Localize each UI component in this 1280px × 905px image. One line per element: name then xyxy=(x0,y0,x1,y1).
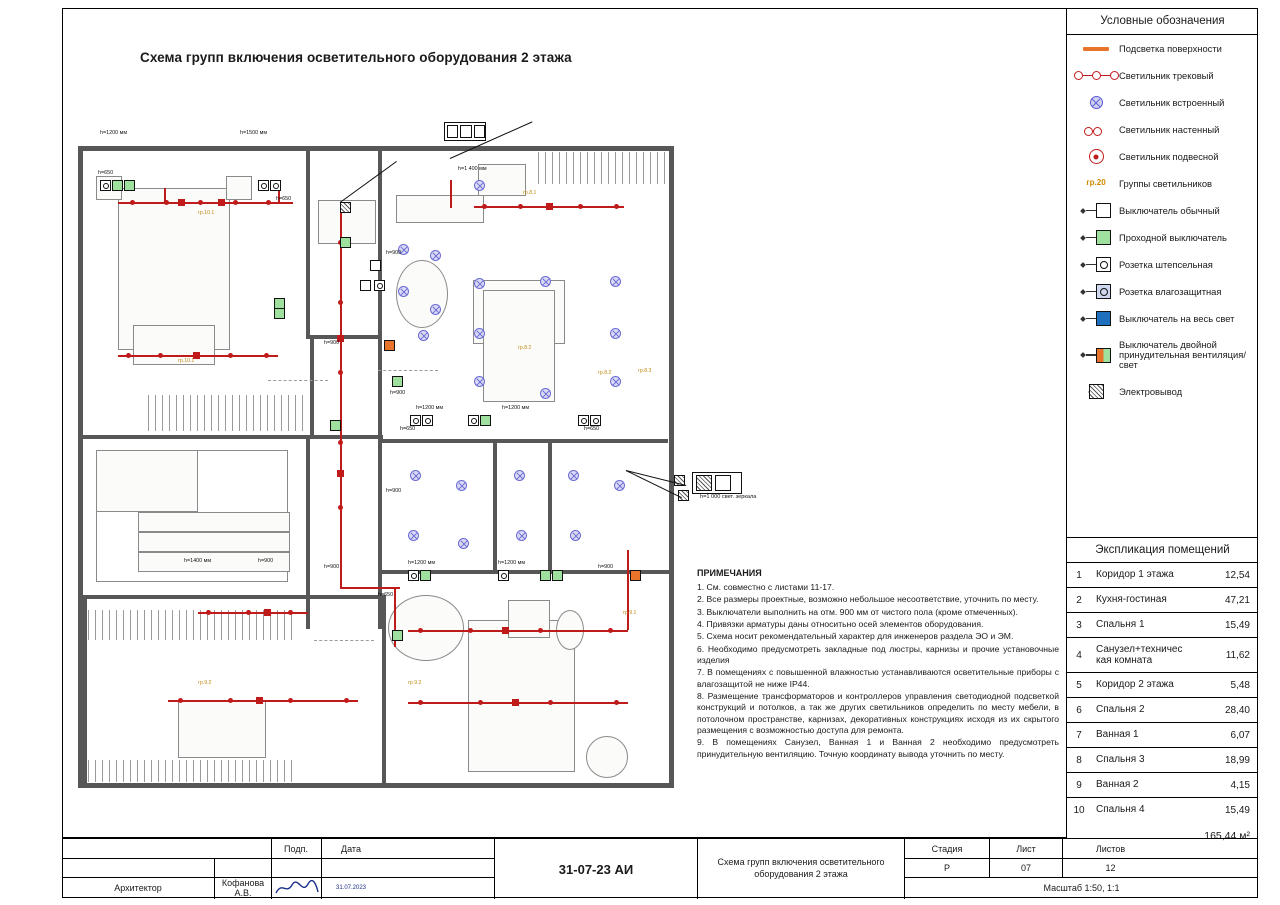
wall-interior-5 xyxy=(310,339,314,439)
circuit-drop xyxy=(450,180,452,208)
dim-text: h=650 xyxy=(584,426,600,432)
table-row xyxy=(1067,673,1258,698)
switch-passthrough xyxy=(340,237,351,248)
tb-list-value: 07 xyxy=(1020,862,1031,873)
wall-interior-2 xyxy=(310,335,382,339)
tb-architect-name: Кофанова А.В. xyxy=(221,878,265,898)
row-number: 3 xyxy=(1076,619,1082,631)
row-number: 10 xyxy=(1073,804,1085,816)
table-row xyxy=(1067,638,1258,673)
switch-all-light-icon xyxy=(1073,311,1119,326)
dim-text: h=900 xyxy=(386,250,402,256)
recessed-light xyxy=(456,480,467,491)
socket xyxy=(258,180,269,191)
track-light xyxy=(468,628,473,633)
switch-passthrough-icon xyxy=(1073,230,1119,245)
table-row xyxy=(1067,588,1258,613)
note-item: 8. Размещение трансформаторов и контроллеров управления светодиодной подсветкой конструкций и потолков, а так же других светильников определить по месту мебели, в потолочном пространстве, карнизах, декоративных конструкциях исходя из их скрытого размещения с возможностью доступа для ремонта. xyxy=(697,690,1059,735)
wall-interior-12 xyxy=(548,443,552,573)
switch-plain xyxy=(370,260,381,271)
note-item: 2. Все размеры проектные, возможно небольшое несоответствие, уточнить по месту. xyxy=(697,594,1039,605)
switch-passthrough xyxy=(392,376,403,387)
tb-sheet-title: Схема групп включения осветительного оборудования 2 этажа xyxy=(717,857,885,879)
switch-passthrough xyxy=(480,415,491,426)
track-light xyxy=(614,700,619,705)
row-name: Ванная 1 xyxy=(1096,729,1139,741)
recessed-light xyxy=(568,470,579,481)
table-row xyxy=(1067,613,1258,638)
row-number: 1 xyxy=(1076,569,1082,581)
legend-item-recessed-light: Светильник встроенный xyxy=(1067,89,1258,116)
row-name: Спальня 4 xyxy=(1096,804,1145,816)
stairs-flight-1 xyxy=(96,450,198,512)
track-light xyxy=(418,628,423,633)
circuit-drop xyxy=(627,550,629,630)
recessed-light xyxy=(430,250,441,261)
nightstand xyxy=(226,176,252,200)
bathtub xyxy=(388,595,464,661)
table-row xyxy=(1067,773,1258,798)
legend-item-track-light: Светильник трековый xyxy=(1067,62,1258,89)
riser-node xyxy=(338,370,343,375)
switch-passthrough xyxy=(124,180,135,191)
track-light xyxy=(288,610,293,615)
switch-plain-icon xyxy=(1073,203,1119,218)
track-fixture xyxy=(256,697,263,704)
floor-plan xyxy=(78,130,688,788)
switch-plain xyxy=(360,280,371,291)
track-light xyxy=(518,204,523,209)
note-item: 9. В помещениях Санузел, Ванная 1 и Ванная 2 необходимо предусмотреть принудительную вентиляцию. Точную координату вывода уточнить по месту. xyxy=(697,737,1059,759)
wall-interior-7 xyxy=(83,595,309,599)
tb-scale: Масштаб 1:50, 1:1 xyxy=(1043,883,1120,893)
switch-passthrough xyxy=(540,570,551,581)
socket xyxy=(422,415,433,426)
row-number: 2 xyxy=(1076,594,1082,606)
dim-text: h=650 xyxy=(378,592,394,598)
track-light xyxy=(482,204,487,209)
group-label: гр.8.2 xyxy=(518,345,532,351)
hatch-area-2 xyxy=(538,152,668,184)
dim-text: h=1200 мм xyxy=(416,405,444,411)
recessed-light xyxy=(474,278,485,289)
wall-interior-3 xyxy=(378,151,382,337)
row-name: Коридор 2 этажа xyxy=(1096,679,1174,691)
wall-interior-11 xyxy=(493,443,497,573)
door-swing xyxy=(268,380,328,381)
track-fixture xyxy=(264,609,271,616)
table-row xyxy=(1067,748,1258,773)
dim-text: h=650 xyxy=(98,170,114,176)
row-area: 12,54 xyxy=(1224,569,1250,581)
row-name: Ванная 2 xyxy=(1096,779,1139,791)
leader-line xyxy=(340,161,397,203)
legend-title: Условные обозначения xyxy=(1067,8,1258,35)
socket xyxy=(578,415,589,426)
table-row xyxy=(1067,698,1258,723)
track-light xyxy=(158,353,163,358)
recessed-light xyxy=(474,180,485,191)
legend-item-light-groups: гр.20 Группы светильников xyxy=(1067,170,1258,197)
switch-passthrough xyxy=(330,420,341,431)
total-area: 165,44 м² xyxy=(1204,830,1250,842)
wall-interior-8 xyxy=(306,439,310,629)
hatch-area-4 xyxy=(88,760,298,782)
row-name: Спальня 2 xyxy=(1096,704,1145,716)
socket-icon xyxy=(1073,257,1119,272)
tb-lists-value: 12 xyxy=(1105,862,1116,873)
shower xyxy=(508,600,550,638)
table xyxy=(178,700,266,758)
pendant-light-icon xyxy=(1073,149,1119,164)
note-item: 4. Привязки арматуры даны относитьно осей элементов оборудования. xyxy=(697,618,984,629)
circuit-line xyxy=(340,587,400,589)
group-label: гр.9.1 xyxy=(623,610,637,616)
track-fixture xyxy=(502,627,509,634)
table-row xyxy=(1067,798,1258,822)
page-title: Схема групп включения осветительного оборудования 2 этажа xyxy=(140,50,572,65)
track-light xyxy=(206,610,211,615)
group-label: гр.8.1 xyxy=(523,190,537,196)
track-light xyxy=(538,628,543,633)
row-area: 18,99 xyxy=(1224,754,1250,766)
stairs-step xyxy=(138,512,290,532)
track-light-icon xyxy=(1073,71,1119,80)
wall-light-icon xyxy=(1073,124,1119,136)
row-area: 47,21 xyxy=(1224,594,1250,606)
recessed-light xyxy=(410,470,421,481)
dim-text: h=1200 мм xyxy=(498,560,526,566)
tb-stage-label: Стадия xyxy=(931,843,963,854)
dim-text: h=900 xyxy=(258,558,274,564)
note-item: 1. См. совместно с листами 11-17. xyxy=(697,581,835,592)
group-label: гр.8.3 xyxy=(638,368,652,374)
switch-passthrough xyxy=(392,630,403,641)
socket xyxy=(410,415,421,426)
stairs-step xyxy=(138,532,290,552)
row-name: Спальня 3 xyxy=(1096,754,1145,766)
dim-text: h=900 xyxy=(598,564,614,570)
track-light xyxy=(198,200,203,205)
circuit-line xyxy=(168,700,358,702)
tb-architect-label: Архитектор xyxy=(114,883,162,893)
group-label: гр.9.2 xyxy=(198,680,212,686)
group-label-icon: гр.20 xyxy=(1086,178,1106,188)
dim-text: h=900 xyxy=(324,564,340,570)
recessed-light xyxy=(516,530,527,541)
switch-double-vent xyxy=(630,570,641,581)
wall-interior-16 xyxy=(306,595,384,599)
recessed-light xyxy=(514,470,525,481)
legend-item-pendant-light: Светильник подвесной xyxy=(1067,143,1258,170)
legend-item-wall-light: Светильник настенный xyxy=(1067,116,1258,143)
armchair xyxy=(586,736,628,778)
row-area: 4,15 xyxy=(1230,779,1250,791)
group-label: гр.9.2 xyxy=(408,680,422,686)
riser-node xyxy=(338,440,343,445)
dim-text: h=650 xyxy=(276,196,292,202)
track-light xyxy=(478,700,483,705)
recessed-light xyxy=(610,276,621,287)
notes-title: ПРИМЕЧАНИЯ xyxy=(697,568,762,578)
riser-node xyxy=(338,505,343,510)
dim-text: h=650 xyxy=(400,426,416,432)
table-row xyxy=(1067,723,1258,748)
row-number: 6 xyxy=(1076,704,1082,716)
row-number: 9 xyxy=(1076,779,1082,791)
recessed-light xyxy=(418,330,429,341)
track-light xyxy=(126,353,131,358)
socket xyxy=(468,415,479,426)
dim-text: h=900 xyxy=(386,488,402,494)
riser-node xyxy=(338,300,343,305)
legend-panel xyxy=(1067,8,1258,538)
dim-text: h=1200 мм xyxy=(408,560,436,566)
row-area: 11,62 xyxy=(1225,649,1250,661)
track-light xyxy=(418,700,423,705)
electric-outlet xyxy=(340,202,351,213)
switch-passthrough xyxy=(552,570,563,581)
group-label: гр.8.2 xyxy=(598,370,612,376)
bed-1-foot xyxy=(133,325,215,365)
track-fixture xyxy=(546,203,553,210)
socket xyxy=(498,570,509,581)
tb-podp-header: Подп. xyxy=(284,843,308,854)
socket-waterproof-icon xyxy=(1073,284,1119,299)
recessed-light xyxy=(474,376,485,387)
track-light xyxy=(228,353,233,358)
row-area: 15,49 xyxy=(1224,804,1250,816)
track-light xyxy=(228,698,233,703)
track-light xyxy=(164,200,169,205)
socket xyxy=(408,570,419,581)
wall-exterior-right xyxy=(669,146,674,788)
switch-passthrough xyxy=(420,570,431,581)
track-light xyxy=(264,353,269,358)
legend-item-switch-plain: Выключатель обычный xyxy=(1067,197,1258,224)
wall-interior-10 xyxy=(378,439,668,443)
row-number: 5 xyxy=(1076,679,1082,691)
riser-fixture xyxy=(337,470,344,477)
tb-list-label: Лист xyxy=(1016,843,1036,854)
track-light xyxy=(288,698,293,703)
legend-item-switch-all-light: Выключатель на весь свет xyxy=(1067,305,1258,332)
track-light xyxy=(246,610,251,615)
row-name: Кухня-гостиная xyxy=(1096,594,1167,606)
signature xyxy=(274,879,320,897)
tb-stage-value: Р xyxy=(943,862,950,873)
door-swing xyxy=(378,370,438,371)
track-light xyxy=(233,200,238,205)
track-light xyxy=(178,698,183,703)
socket xyxy=(374,280,385,291)
track-light xyxy=(344,698,349,703)
circuit-line xyxy=(408,630,628,632)
wall-exterior-bottom xyxy=(78,783,674,788)
recessed-light xyxy=(540,276,551,287)
recessed-light xyxy=(408,530,419,541)
socket xyxy=(270,180,281,191)
callout-box-electric-outlet xyxy=(692,472,742,494)
tb-project-code: 31-07-23 АИ xyxy=(558,861,634,877)
switch-passthrough xyxy=(112,180,123,191)
table-row xyxy=(1067,563,1258,588)
callout-text: h=1 000 свет. зеркала xyxy=(700,494,757,500)
row-number: 8 xyxy=(1076,754,1082,766)
row-area: 5,48 xyxy=(1230,679,1250,691)
track-light xyxy=(266,200,271,205)
switch-passthrough xyxy=(274,308,285,319)
dim-text: h=900 xyxy=(390,390,406,396)
note-item: 7. В помещениях с повышенной влажностью устанавливаются осветительные приборы с влагозащитой не ниже IP44. xyxy=(697,667,1059,689)
recessed-light xyxy=(398,286,409,297)
socket xyxy=(100,180,111,191)
legend-item-switch-passthrough: Проходной выключатель xyxy=(1067,224,1258,251)
row-area: 15,49 xyxy=(1224,619,1250,631)
circuit-riser xyxy=(340,202,342,587)
vanity xyxy=(396,195,484,223)
note-item: 3. Выключатели выполнить на отм. 900 мм от чистого пола (кроме отмеченных). xyxy=(697,606,1018,617)
switch-double-vent xyxy=(384,340,395,351)
recessed-light xyxy=(570,530,581,541)
socket xyxy=(590,415,601,426)
dim-text: h=1400 мм xyxy=(184,558,212,564)
dim-text: h=900 xyxy=(324,340,340,346)
group-label: гр.10.1 xyxy=(198,210,215,216)
door-swing xyxy=(314,640,374,641)
recessed-light xyxy=(610,328,621,339)
row-area: 6,07 xyxy=(1230,729,1250,741)
switch-double-vent-icon xyxy=(1073,348,1119,363)
track-light xyxy=(130,200,135,205)
wall-interior-4 xyxy=(378,335,382,440)
track-light xyxy=(548,700,553,705)
row-name: Спальня 1 xyxy=(1096,619,1145,631)
row-name: Санузел+техничес кая комната xyxy=(1096,643,1183,666)
track-fixture xyxy=(218,199,225,206)
note-item: 6. Необходимо предусмотреть закладные под люстры, карнизы и прочие установочные изделия xyxy=(697,643,1059,665)
tb-data-header: Дата xyxy=(341,843,361,854)
recessed-light xyxy=(430,304,441,315)
track-light xyxy=(608,628,613,633)
room-schedule xyxy=(1067,538,1258,850)
recessed-light-icon xyxy=(1073,96,1119,109)
row-area: 28,40 xyxy=(1224,704,1250,716)
tb-lists-label: Листов xyxy=(1095,843,1126,854)
title-block xyxy=(62,838,1258,898)
row-number: 7 xyxy=(1076,729,1082,741)
row-number: 4 xyxy=(1076,649,1082,661)
legend-item-socket: Розетка штепсельная xyxy=(1067,251,1258,278)
room-schedule-title: Экспликация помещений xyxy=(1067,538,1258,563)
track-light xyxy=(578,204,583,209)
recessed-light xyxy=(614,480,625,491)
track-fixture xyxy=(512,699,519,706)
tb-rule xyxy=(62,858,494,859)
legend-item-electric-outlet: Электровывод xyxy=(1067,378,1258,405)
wall-exterior-top xyxy=(78,146,674,151)
dim-text: h=1200 мм xyxy=(502,405,530,411)
hatch-area-1 xyxy=(148,395,308,431)
note-item: 5. Схема носит рекомендательный характер для инженеров раздела ЭО и ЭМ. xyxy=(697,631,1014,642)
wall-interior-1 xyxy=(306,151,310,339)
wall-interior-14 xyxy=(382,595,386,783)
row-name: Коридор 1 этажа xyxy=(1096,569,1174,581)
track-fixture xyxy=(178,199,185,206)
legend-item-switch-double-vent: Выключатель двойной принудительная вентиляция/ свет xyxy=(1067,332,1258,378)
tb-architect-date: 31.07.2023 xyxy=(335,885,367,891)
dim-text: h=1200 мм xyxy=(100,130,128,136)
recessed-light xyxy=(540,388,551,399)
group-label: гр.10.1 xyxy=(178,358,195,364)
recessed-light xyxy=(474,328,485,339)
wall-interior-6 xyxy=(83,435,383,439)
legend-item-surface-light: Подсветка поверхности xyxy=(1067,35,1258,62)
recessed-light xyxy=(458,538,469,549)
track-light xyxy=(614,204,619,209)
wall-interior-15 xyxy=(83,595,87,783)
recessed-light xyxy=(610,376,621,387)
notes-block xyxy=(697,568,1059,761)
dim-text: h=1 400 мм xyxy=(458,166,487,172)
electric-outlet-icon xyxy=(1073,390,1119,394)
orange-bar-icon xyxy=(1073,47,1119,51)
dim-text: h=1500 мм xyxy=(240,130,268,136)
callout-box-switch-top xyxy=(444,122,486,141)
legend-item-socket-waterproof: Розетка влагозащитная xyxy=(1067,278,1258,305)
